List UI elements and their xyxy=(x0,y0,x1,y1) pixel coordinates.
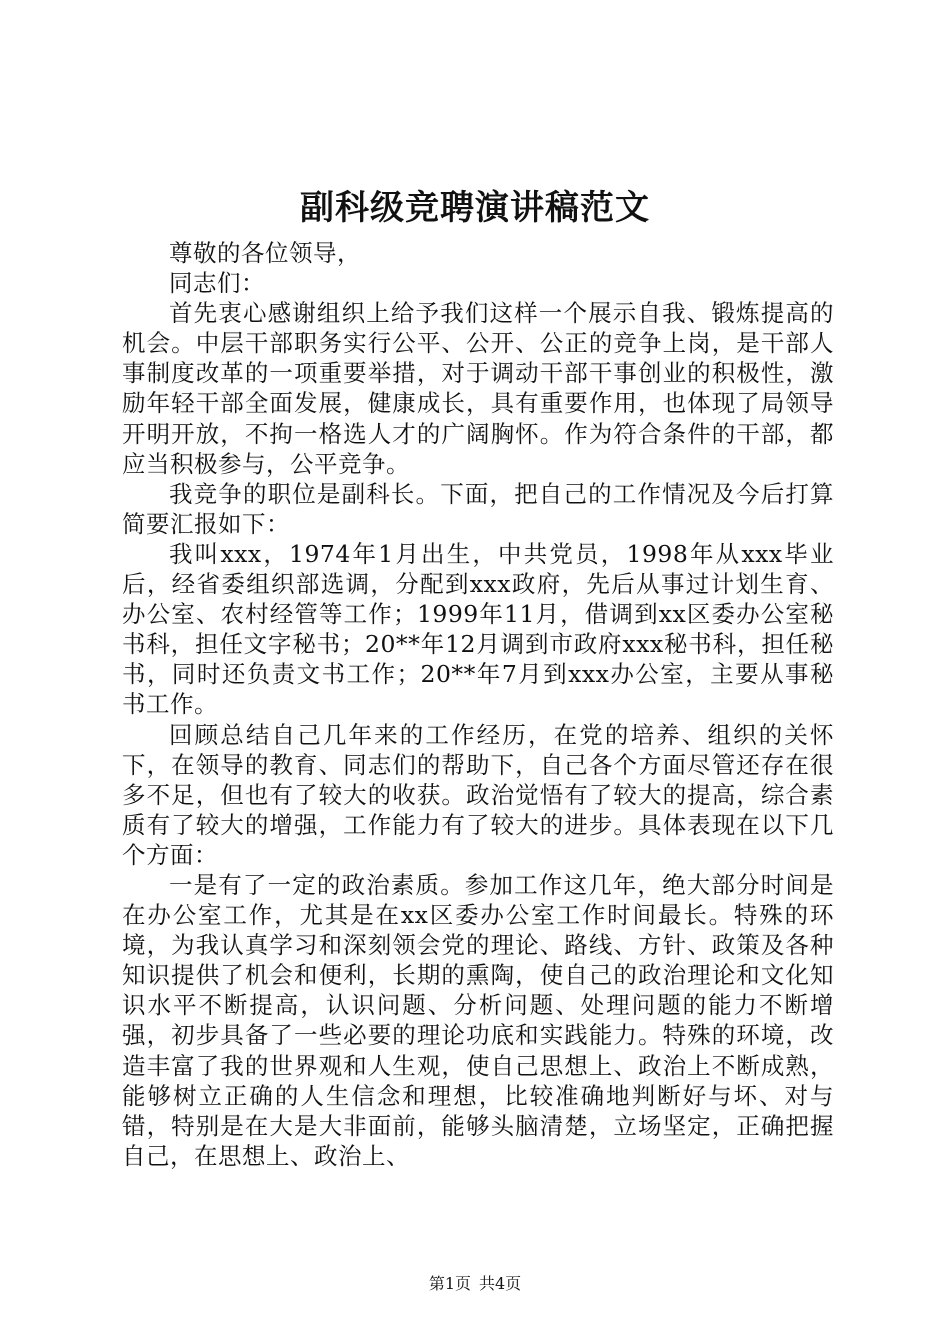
page-total: 共4页 xyxy=(479,1274,522,1293)
paragraph: 一是有了一定的政治素质。参加工作这几年，绝大部分时间是在办公室工作，尤其是在xx区委办公室工作时间最长。特殊的环境，为我认真学习和深刻领会党的理论、路线、方针、政策及各种知识提供了机会和便利，长期的熏陶，使自己的政治理论和文化知识水平不断提高，认识问题、分析问题、处理问题的能力不断增强，初步具备了一些必要的理论功底和实践能力。特殊的环境，改造丰富了我的世界观和人生观，使自己思想上、政治上不断成熟，能够树立正确的人生信念和理想，比较准确地判断好与坏、对与错，特别是在大是大非面前，能够头脑清楚，立场坚定，正确把握自己，在思想上、政治上、 xyxy=(122,870,834,1170)
paragraph: 首先衷心感谢组织上给予我们这样一个展示自我、锻炼提高的机会。中层干部职务实行公平、公开、公正的竞争上岗，是干部人事制度改革的一项重要举措，对于调动干部干事创业的积极性，激励年轻干部全面发展，健康成长，具有重要作用，也体现了局领导开明开放，不拘一格选人才的广阔胸怀。作为符合条件的干部，都应当积极参与，公平竞争。 xyxy=(122,299,834,478)
page-number: 第1页 xyxy=(428,1274,471,1293)
document-title: 副科级竞聘演讲稿范文 xyxy=(300,188,650,228)
paragraph: 我叫xxx，1974年1月出生，中共党员，1998年从xxx毕业后，经省委组织部选调，分配到xxx政府，先后从事过计划生育、办公室、农村经管等工作；1999年11月，借调到xx区委办公室秘书科，担任文字秘书；20**年12月调到市政府xxx秘书科，担任秘书，同时还负责文书工作；20**年7月到xxx办公室，主要从事秘书工作。 xyxy=(122,539,834,719)
document-body xyxy=(122,208,834,1171)
salutation-line-visible: 尊敬的各位领导， xyxy=(169,239,361,267)
page-footer xyxy=(0,1273,950,1295)
paragraph: 回顾总结自己几年来的工作经历，在党的培养、组织的关怀下，在领导的教育、同志们的帮助下，自己各个方面尽管还存在很多不足，但也有了较大的收获。政治觉悟有了较大的提高，综合素质有了较大的增强，工作能力有了较大的进步。具体表现在以下几个方面： xyxy=(122,720,834,869)
address-line: 同志们： xyxy=(169,269,265,298)
paragraph: 我竞争的职位是副科长。下面，把自己的工作情况及今后打算简要汇报如下： xyxy=(122,479,834,538)
